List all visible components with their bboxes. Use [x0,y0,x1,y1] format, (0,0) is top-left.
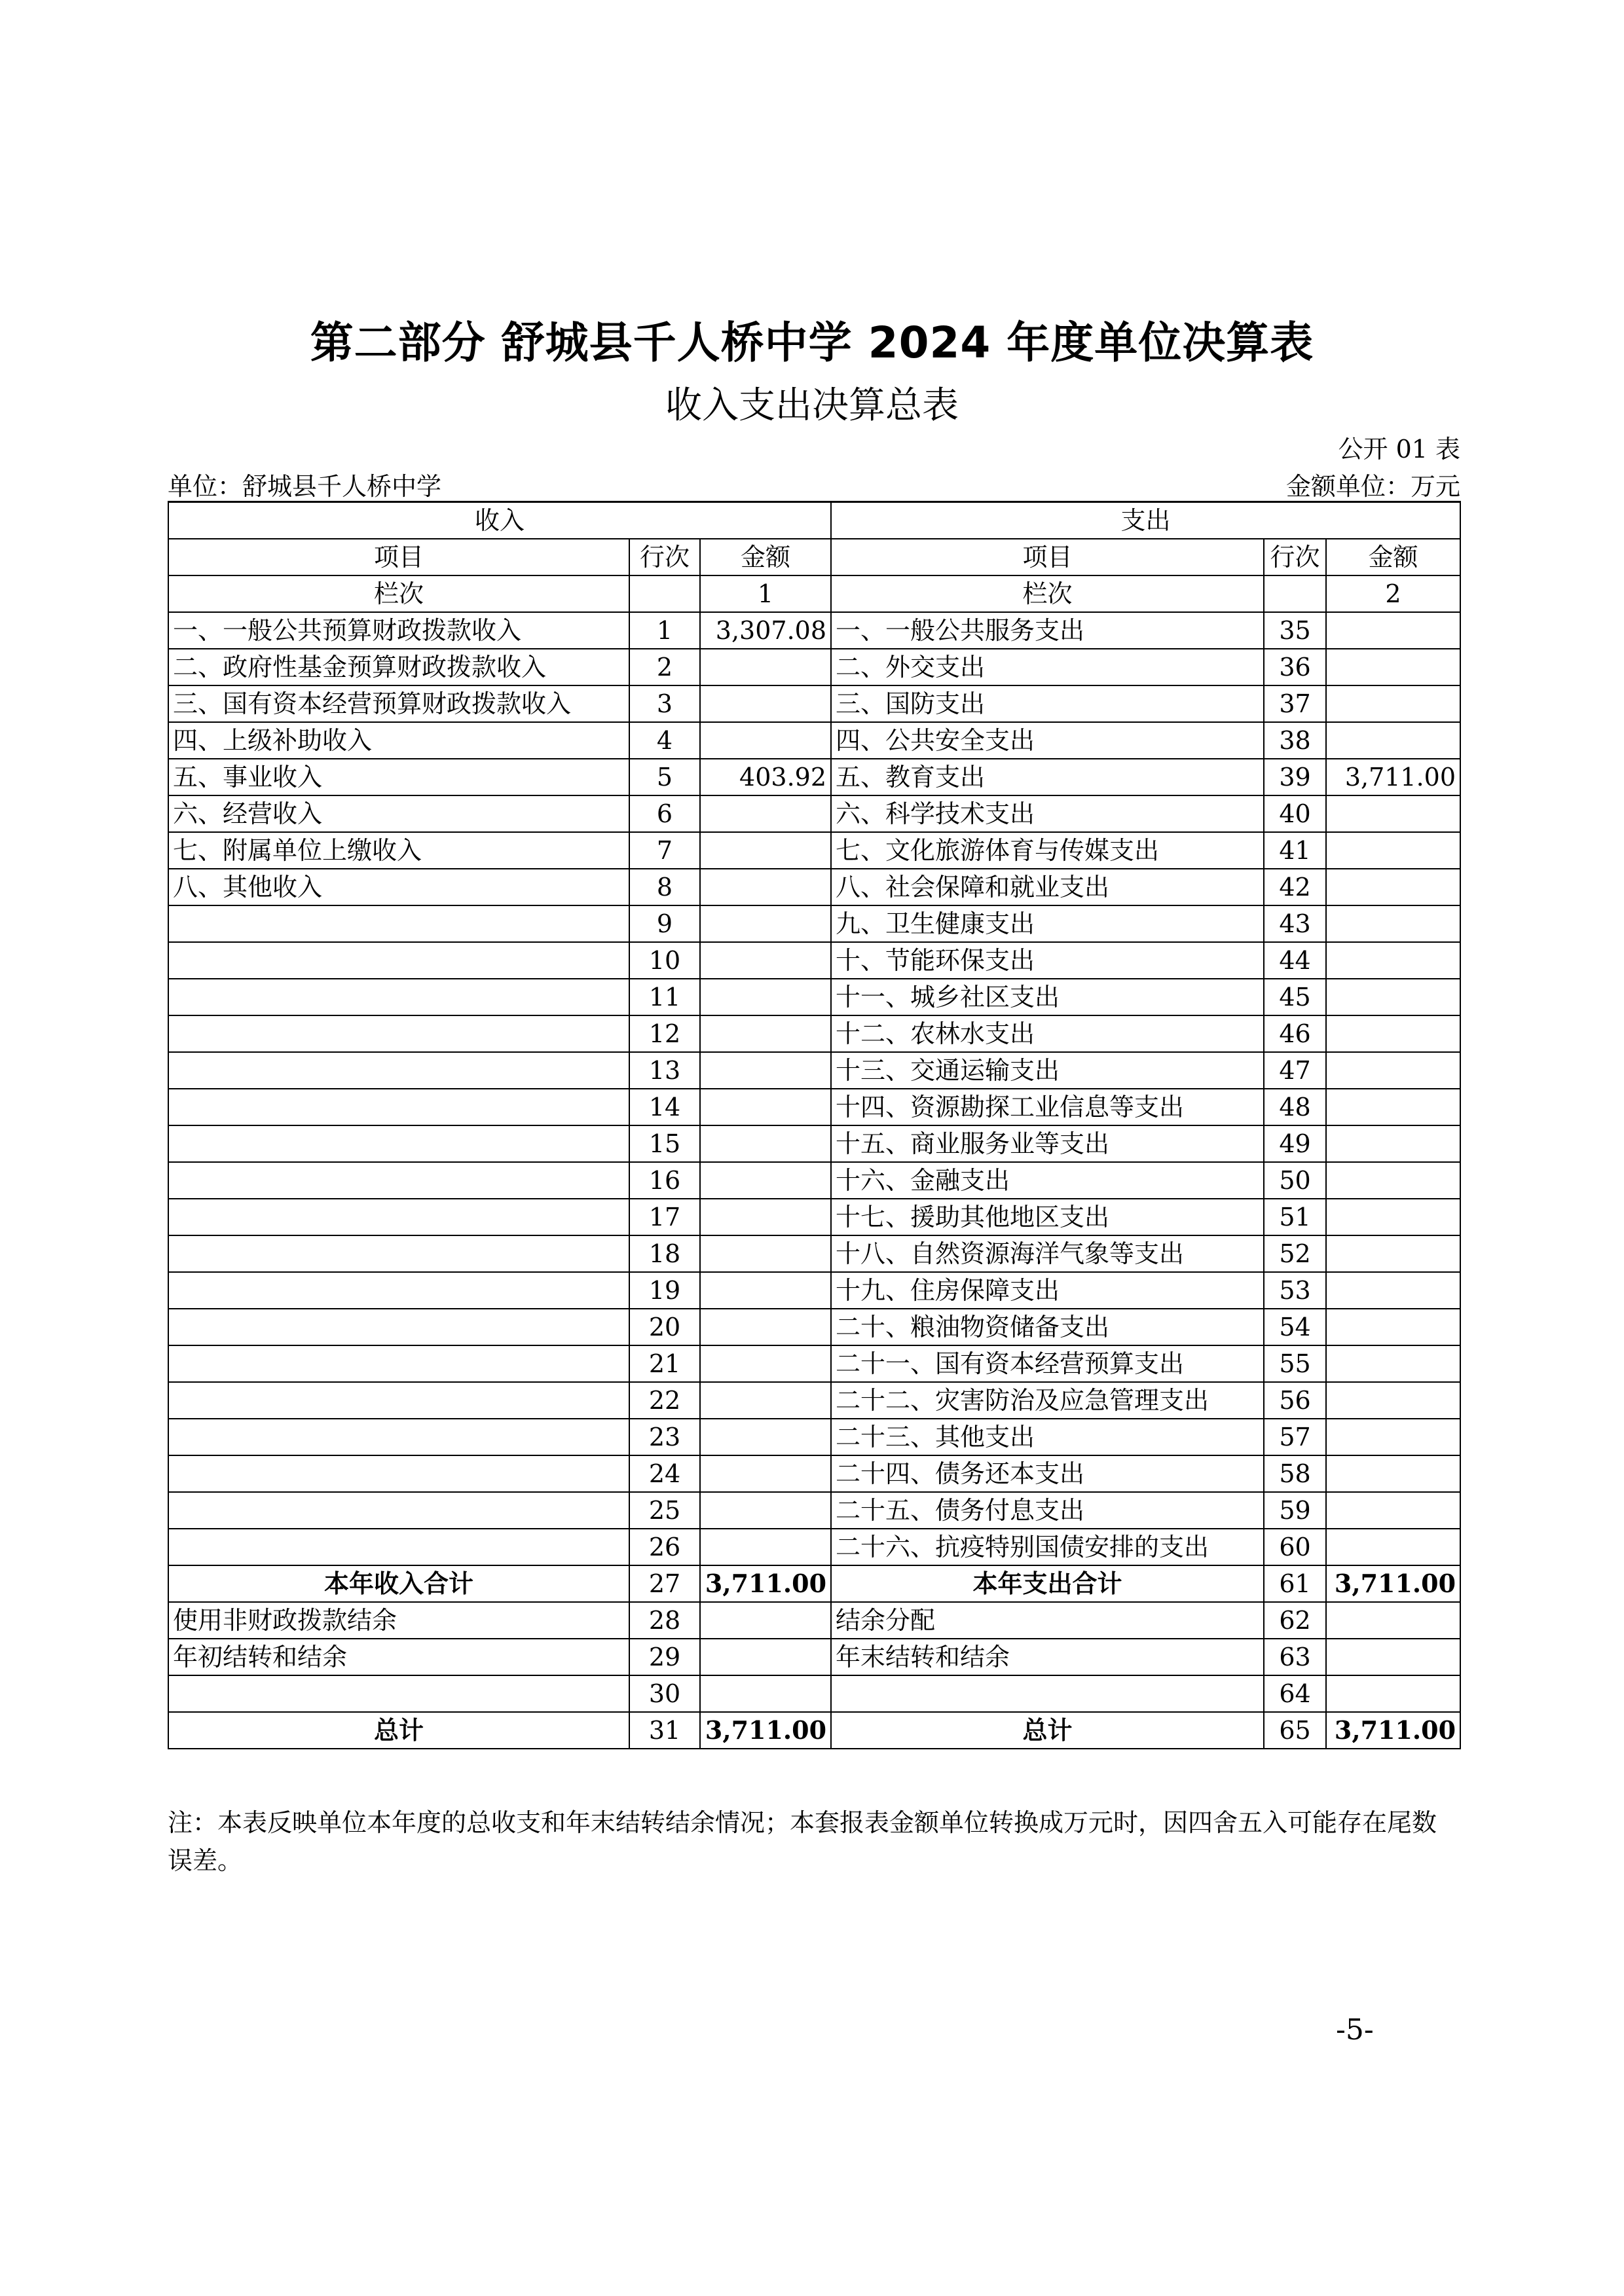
expense-amount-cell [1326,1162,1460,1199]
expense-amount-cell [1326,942,1460,979]
income-row-no-cell: 29 [629,1639,700,1675]
table-row [168,1455,1460,1492]
section-header-row [168,502,1460,539]
expense-row-no-cell: 64 [1264,1675,1326,1712]
income-row-no-cell: 16 [629,1162,700,1199]
income-amount-cell [700,1015,831,1052]
income-item-cell: 一、一般公共预算财政拨款收入 [168,612,629,649]
expense-item-cell [831,1675,1264,1712]
table-row [168,649,1460,685]
table-row [168,1565,1460,1602]
income-amount-cell [700,832,831,869]
income-amount-cell: 3,711.00 [700,1712,831,1749]
income-amount-cell [700,1529,831,1565]
expense-amount-cell [1326,1309,1460,1345]
expense-amount-cell [1326,1272,1460,1309]
income-item-cell [168,1272,629,1309]
income-item-cell: 使用非财政拨款结余 [168,1602,629,1639]
income-item-cell: 七、附属单位上缴收入 [168,832,629,869]
income-row-no-cell: 31 [629,1712,700,1749]
expense-amount-cell [1326,1602,1460,1639]
income-section-header: 收入 [168,502,831,539]
expense-row-no-cell: 52 [1264,1235,1326,1272]
income-item-cell [168,942,629,979]
income-row-no-cell: 17 [629,1199,700,1235]
expense-item-cell: 九、卫生健康支出 [831,905,1264,942]
table-row [168,722,1460,759]
expense-item-cell: 十二、农林水支出 [831,1015,1264,1052]
expense-item-cell: 十三、交通运输支出 [831,1052,1264,1089]
table-row [168,1052,1460,1089]
expense-row-no-cell: 44 [1264,942,1326,979]
income-item-cell [168,1492,629,1529]
income-amount-cell [700,722,831,759]
expense-amount-cell [1326,1639,1460,1675]
income-row-no-cell: 24 [629,1455,700,1492]
income-amount-header: 金额 [700,539,831,575]
income-amount-cell [700,1089,831,1125]
income-expense-table [168,501,1461,1749]
income-item-header: 项目 [168,539,629,575]
expense-item-cell: 二十六、抗疫特别国债安排的支出 [831,1529,1264,1565]
income-item-cell: 五、事业收入 [168,759,629,795]
income-row-no-cell: 7 [629,832,700,869]
expense-row-no-cell: 47 [1264,1052,1326,1089]
income-amount-cell [700,869,831,905]
form-number: 公开 01 表 [1338,435,1460,464]
expense-amount-cell [1326,1199,1460,1235]
income-row-no-cell: 26 [629,1529,700,1565]
table-row [168,1199,1460,1235]
table-row [168,1529,1460,1565]
income-item-cell [168,1419,629,1455]
table-row [168,1675,1460,1712]
expense-amount-cell [1326,722,1460,759]
table-row [168,1382,1460,1419]
page-number: -5- [1336,2013,1374,2047]
expense-row-no-cell: 39 [1264,759,1326,795]
table-row [168,1345,1460,1382]
expense-row-no-cell: 37 [1264,685,1326,722]
expense-row-no-cell: 50 [1264,1162,1326,1199]
expense-row-no-cell: 42 [1264,869,1326,905]
income-amount-cell [700,979,831,1015]
income-item-cell [168,1052,629,1089]
income-amount-cell [700,1602,831,1639]
expense-amount-cell [1326,1382,1460,1419]
expense-item-cell: 十九、住房保障支出 [831,1272,1264,1309]
table-row [168,1089,1460,1125]
income-amount-cell [700,795,831,832]
expense-row-no-cell: 43 [1264,905,1326,942]
table-row [168,1309,1460,1345]
income-row-no-cell: 28 [629,1602,700,1639]
expense-item-cell: 二十一、国有资本经营预算支出 [831,1345,1264,1382]
income-item-cell: 四、上级补助收入 [168,722,629,759]
expense-amount-cell [1326,1125,1460,1162]
expense-row-no-header: 行次 [1264,539,1326,575]
expense-item-cell: 结余分配 [831,1602,1264,1639]
expense-col-number: 2 [1326,575,1460,612]
table-row [168,1602,1460,1639]
expense-item-cell: 三、国防支出 [831,685,1264,722]
expense-item-cell: 十四、资源勘探工业信息等支出 [831,1089,1264,1125]
income-row-no-cell: 30 [629,1675,700,1712]
income-row-no-cell: 9 [629,905,700,942]
expense-item-cell: 本年支出合计 [831,1565,1264,1602]
income-row-no-cell: 10 [629,942,700,979]
income-amount-cell [700,1675,831,1712]
expense-amount-cell [1326,1529,1460,1565]
expense-amount-cell [1326,869,1460,905]
income-item-cell [168,1309,629,1345]
table-row [168,1015,1460,1052]
table-row [168,979,1460,1015]
table-row [168,869,1460,905]
income-item-cell: 二、政府性基金预算财政拨款收入 [168,649,629,685]
income-item-cell [168,1089,629,1125]
income-item-cell: 八、其他收入 [168,869,629,905]
income-row-no-cell: 20 [629,1309,700,1345]
expense-item-cell: 十七、援助其他地区支出 [831,1199,1264,1235]
expense-item-header: 项目 [831,539,1264,575]
expense-item-cell: 五、教育支出 [831,759,1264,795]
expense-item-cell: 四、公共安全支出 [831,722,1264,759]
expense-amount-cell [1326,1345,1460,1382]
table-row [168,942,1460,979]
income-row-no-cell: 18 [629,1235,700,1272]
table-row [168,1125,1460,1162]
income-item-cell: 总计 [168,1712,629,1749]
table-row [168,612,1460,649]
expense-amount-cell [1326,1419,1460,1455]
income-row-no-cell: 22 [629,1382,700,1419]
expense-item-cell: 十八、自然资源海洋气象等支出 [831,1235,1264,1272]
table-row [168,1272,1460,1309]
income-row-no-cell: 5 [629,759,700,795]
income-item-cell [168,1125,629,1162]
expense-amount-cell [1326,795,1460,832]
table-row [168,795,1460,832]
expense-amount-cell: 3,711.00 [1326,759,1460,795]
table-row [168,905,1460,942]
expense-row-no-cell: 40 [1264,795,1326,832]
expense-amount-cell [1326,832,1460,869]
expense-item-cell: 二十、粮油物资储备支出 [831,1309,1264,1345]
income-amount-cell [700,1235,831,1272]
expense-row-no-cell: 58 [1264,1455,1326,1492]
table-row [168,759,1460,795]
expense-row-no-cell: 46 [1264,1015,1326,1052]
expense-row-no-cell: 60 [1264,1529,1326,1565]
expense-amount-cell [1326,1089,1460,1125]
income-row-no-cell: 13 [629,1052,700,1089]
income-row-no-cell: 12 [629,1015,700,1052]
expense-col-empty [1264,575,1326,612]
table-row [168,1712,1460,1749]
income-amount-cell: 3,307.08 [700,612,831,649]
income-item-cell [168,1382,629,1419]
expense-item-cell: 总计 [831,1712,1264,1749]
expense-row-no-cell: 49 [1264,1125,1326,1162]
income-item-cell [168,1455,629,1492]
unit-label: 单位：舒城县千人桥中学 [168,472,442,501]
table-row [168,832,1460,869]
income-row-no-cell: 11 [629,979,700,1015]
income-item-cell [168,1015,629,1052]
income-item-cell [168,1199,629,1235]
income-row-no-cell: 21 [629,1345,700,1382]
income-col-number: 1 [700,575,831,612]
income-item-cell: 年初结转和结余 [168,1639,629,1675]
expense-amount-cell: 3,711.00 [1326,1565,1460,1602]
expense-amount-cell [1326,1675,1460,1712]
table-row [168,1419,1460,1455]
income-item-cell [168,905,629,942]
table-row [168,685,1460,722]
expense-item-cell: 七、文化旅游体育与传媒支出 [831,832,1264,869]
income-row-no-cell: 27 [629,1565,700,1602]
expense-row-no-cell: 61 [1264,1565,1326,1602]
income-row-no-header: 行次 [629,539,700,575]
expense-row-no-cell: 38 [1264,722,1326,759]
expense-section-header: 支出 [831,502,1460,539]
expense-row-no-cell: 51 [1264,1199,1326,1235]
income-item-cell: 三、国有资本经营预算财政拨款收入 [168,685,629,722]
income-row-no-cell: 2 [629,649,700,685]
income-item-cell [168,1235,629,1272]
expense-item-cell: 二十五、债务付息支出 [831,1492,1264,1529]
income-item-cell [168,1162,629,1199]
income-amount-cell [700,1162,831,1199]
income-item-cell [168,1675,629,1712]
page-title: 第二部分 舒城县千人桥中学 2024 年度单位决算表 [310,318,1314,368]
table-row [168,1492,1460,1529]
income-amount-cell [700,905,831,942]
income-row-no-cell: 15 [629,1125,700,1162]
expense-amount-cell [1326,1015,1460,1052]
column-header-row [168,539,1460,575]
expense-amount-cell: 3,711.00 [1326,1712,1460,1749]
table-row [168,1639,1460,1675]
income-amount-cell [700,1639,831,1675]
income-row-no-cell: 4 [629,722,700,759]
expense-amount-cell [1326,1492,1460,1529]
footnote: 注：本表反映单位本年度的总收支和年末结转结余情况；本套报表金额单位转换成万元时，因四舍五入可能存在尾数误差。 [168,1808,1437,1875]
expense-row-no-cell: 59 [1264,1492,1326,1529]
income-col-empty [629,575,700,612]
income-item-cell [168,1529,629,1565]
expense-item-cell: 十六、金融支出 [831,1162,1264,1199]
expense-row-no-cell: 55 [1264,1345,1326,1382]
income-amount-cell [700,1419,831,1455]
expense-item-cell: 十五、商业服务业等支出 [831,1125,1264,1162]
income-row-no-cell: 6 [629,795,700,832]
table-subtitle: 收入支出决算总表 [665,384,959,427]
expense-col-label: 栏次 [831,575,1264,612]
income-row-no-cell: 8 [629,869,700,905]
income-amount-cell: 3,711.00 [700,1565,831,1602]
expense-row-no-cell: 63 [1264,1639,1326,1675]
expense-row-no-cell: 53 [1264,1272,1326,1309]
income-amount-cell [700,1272,831,1309]
income-row-no-cell: 3 [629,685,700,722]
expense-amount-cell [1326,1235,1460,1272]
expense-amount-cell [1326,685,1460,722]
expense-amount-cell [1326,979,1460,1015]
expense-row-no-cell: 41 [1264,832,1326,869]
expense-item-cell: 二十三、其他支出 [831,1419,1264,1455]
income-amount-cell [700,685,831,722]
income-amount-cell [700,1125,831,1162]
income-amount-cell [700,942,831,979]
expense-row-no-cell: 57 [1264,1419,1326,1455]
expense-item-cell: 二十四、债务还本支出 [831,1455,1264,1492]
income-amount-cell [700,1052,831,1089]
expense-row-no-cell: 65 [1264,1712,1326,1749]
expense-item-cell: 八、社会保障和就业支出 [831,869,1264,905]
income-item-cell: 六、经营收入 [168,795,629,832]
income-row-no-cell: 25 [629,1492,700,1529]
income-amount-cell [700,1455,831,1492]
table-row [168,1162,1460,1199]
income-amount-cell [700,1492,831,1529]
income-item-cell [168,1345,629,1382]
income-amount-cell [700,1199,831,1235]
expense-row-no-cell: 56 [1264,1382,1326,1419]
expense-item-cell: 二、外交支出 [831,649,1264,685]
income-row-no-cell: 23 [629,1419,700,1455]
expense-item-cell: 二十二、灾害防治及应急管理支出 [831,1382,1264,1419]
income-item-cell: 本年收入合计 [168,1565,629,1602]
expense-amount-cell [1326,649,1460,685]
income-row-no-cell: 19 [629,1272,700,1309]
expense-row-no-cell: 36 [1264,649,1326,685]
expense-amount-cell [1326,1052,1460,1089]
income-amount-cell [700,649,831,685]
expense-item-cell: 十、节能环保支出 [831,942,1264,979]
income-amount-cell [700,1382,831,1419]
expense-row-no-cell: 35 [1264,612,1326,649]
column-number-row [168,575,1460,612]
expense-amount-header: 金额 [1326,539,1460,575]
income-amount-cell [700,1309,831,1345]
income-row-no-cell: 1 [629,612,700,649]
table-row [168,1235,1460,1272]
income-amount-cell [700,1345,831,1382]
amount-unit-label: 金额单位：万元 [1285,472,1460,501]
expense-item-cell: 年末结转和结余 [831,1639,1264,1675]
income-item-cell [168,979,629,1015]
expense-row-no-cell: 48 [1264,1089,1326,1125]
expense-amount-cell [1326,612,1460,649]
income-col-label: 栏次 [168,575,629,612]
expense-item-cell: 十一、城乡社区支出 [831,979,1264,1015]
expense-amount-cell [1326,1455,1460,1492]
expense-row-no-cell: 62 [1264,1602,1326,1639]
income-amount-cell: 403.92 [700,759,831,795]
expense-item-cell: 一、一般公共服务支出 [831,612,1264,649]
income-row-no-cell: 14 [629,1089,700,1125]
expense-item-cell: 六、科学技术支出 [831,795,1264,832]
expense-amount-cell [1326,905,1460,942]
expense-row-no-cell: 45 [1264,979,1326,1015]
expense-row-no-cell: 54 [1264,1309,1326,1345]
